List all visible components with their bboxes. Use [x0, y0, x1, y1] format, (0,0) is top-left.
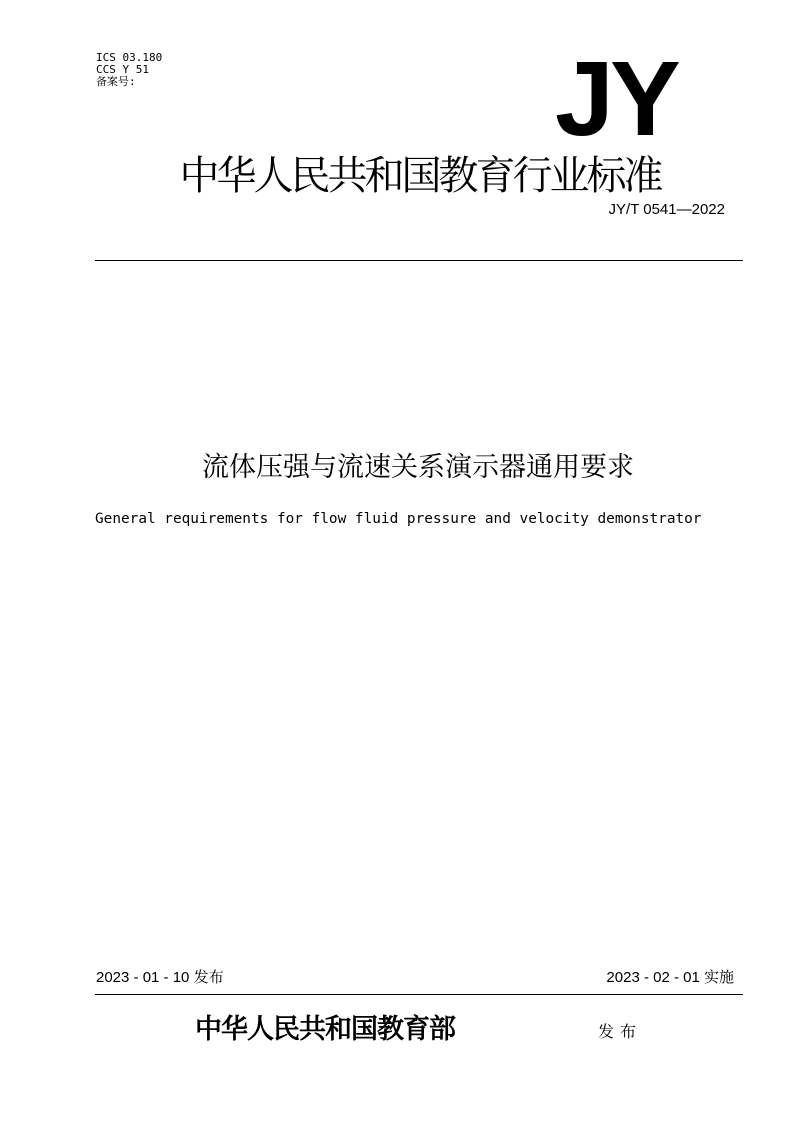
- issue-date: 2023 - 01 - 10 发布: [96, 969, 224, 986]
- implementation-date: 2023 - 02 - 01 实施: [606, 969, 734, 986]
- classification-block: [96, 52, 162, 88]
- issuing-authority: 中华人民共和国教育部: [195, 1014, 455, 1045]
- ics-code: ICS 03.180: [96, 51, 163, 64]
- header-divider: [95, 260, 743, 261]
- document-title-chinese: 流体压强与流速关系演示器通用要求: [202, 452, 634, 483]
- footer-divider: [95, 994, 743, 995]
- ccs-code: CCS Y 51: [96, 63, 149, 76]
- issue-label: 发布: [598, 1022, 643, 1041]
- standard-number: JY/T 0541—2022: [608, 201, 725, 218]
- document-title-english: General requirements for flow fluid pressure and velocity demonstrator: [95, 511, 702, 527]
- standard-category-title: 中华人民共和国教育行业标准: [179, 153, 661, 199]
- filing-number: 备案号:: [96, 75, 136, 88]
- jy-logo: JY: [555, 40, 677, 158]
